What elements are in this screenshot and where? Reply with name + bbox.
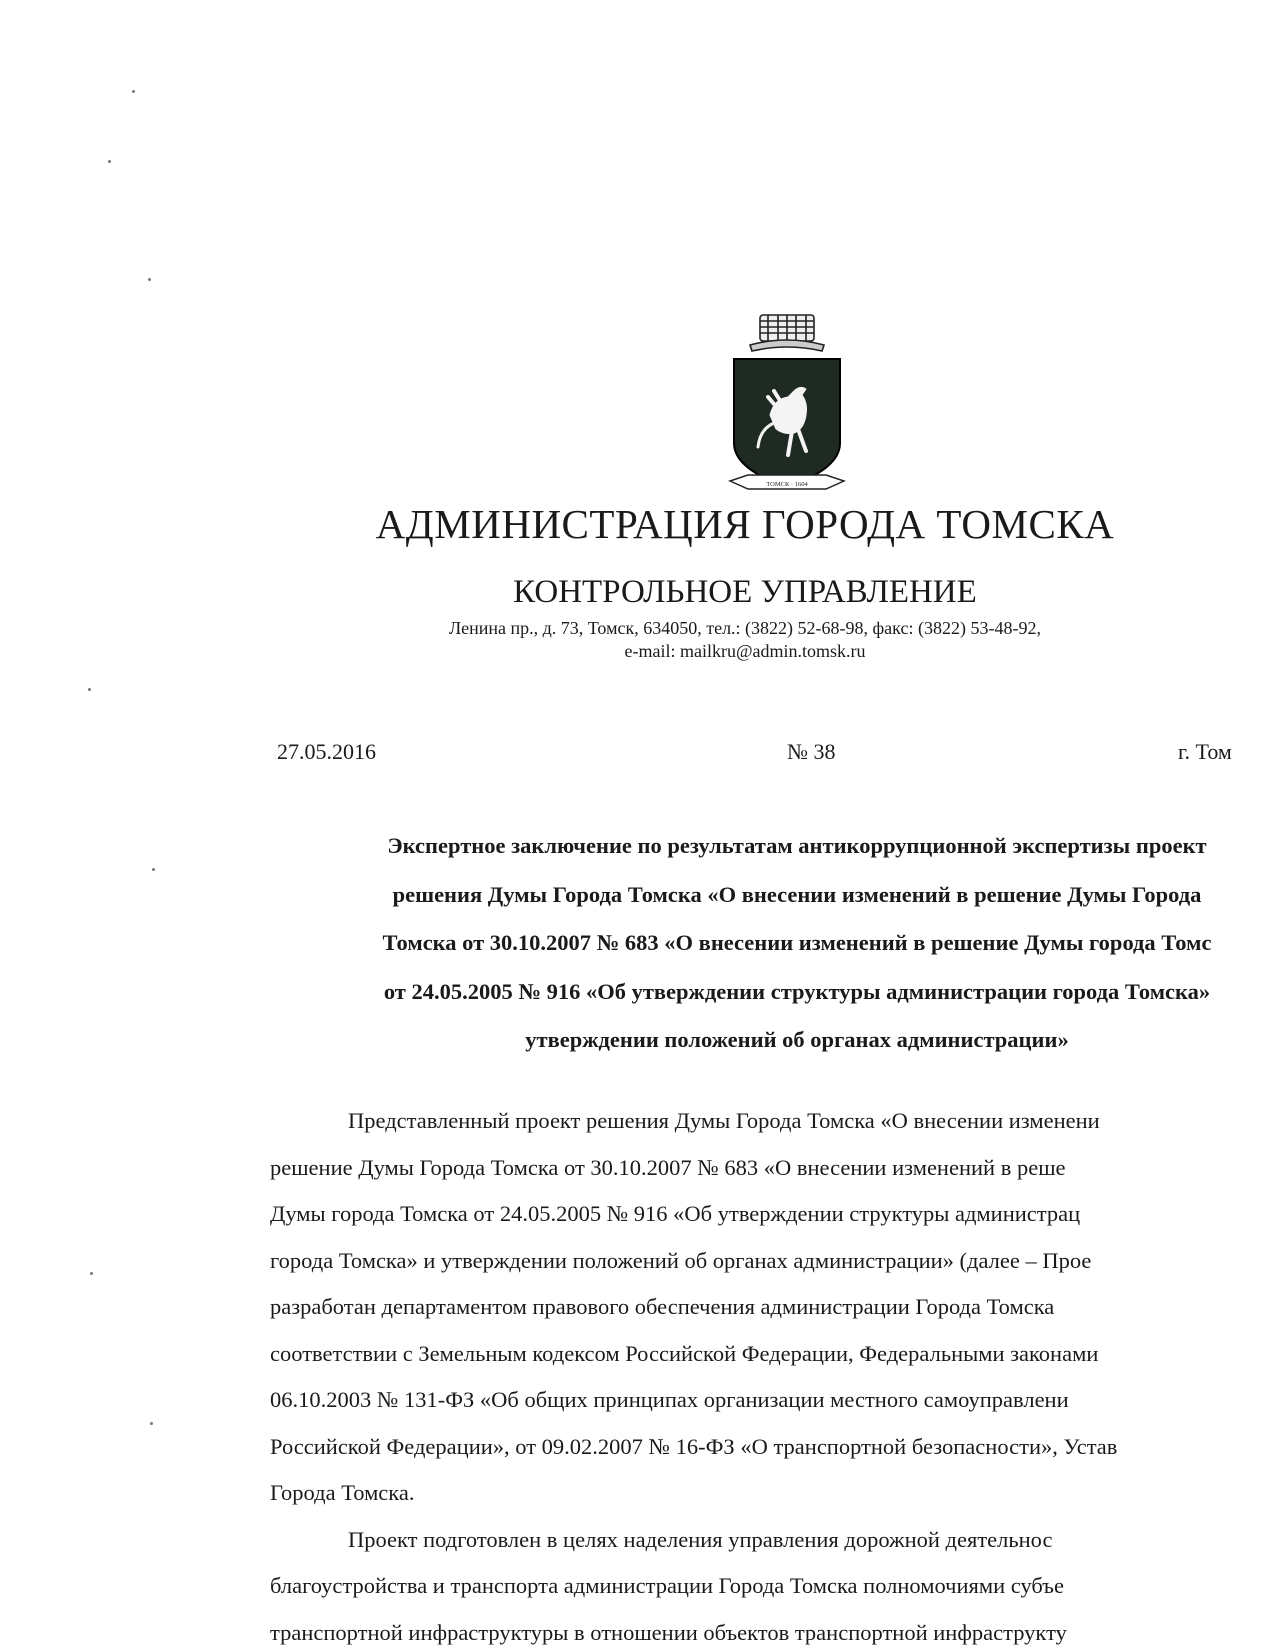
- body-line: решение Думы Города Томска от 30.10.2007 № 683 «О внесении изменений в реше: [270, 1154, 1066, 1180]
- document-city: г. Том: [1178, 739, 1232, 764]
- body-line: транспортной инфраструктуры в отношении объектов транспортной инфраструкту: [270, 1619, 1067, 1645]
- document-body: [270, 1098, 1275, 1650]
- contact-info: [330, 617, 1160, 663]
- heading-line: решения Думы Города Томска «О внесении изменений в решение Думы Города: [392, 881, 1202, 907]
- crown-icon: [750, 315, 824, 351]
- body-line: города Томска» и утверждении положений об органах администрации» (далее – Прое: [270, 1247, 1092, 1273]
- heading-line: от 24.05.2005 № 916 «Об утверждении структуры администрации города Томска»: [383, 978, 1211, 1004]
- body-line: Представленный проект решения Думы Города Томска «О внесении изменени: [348, 1108, 1100, 1133]
- ribbon-text: ТОМСК · 1604: [766, 481, 808, 488]
- body-line: Российской Федерации», от 09.02.2007 № 16-ФЗ «О транспортной безопасности», Устав: [270, 1433, 1118, 1459]
- body-line: Думы города Томска от 24.05.2005 № 916 «Об утверждении структуры администрац: [270, 1201, 1081, 1226]
- document-number: № 38: [787, 739, 836, 764]
- heading-line: утверждении положений об органах администрации»: [525, 1027, 1069, 1052]
- coat-of-arms-emblem: [728, 311, 846, 503]
- body-line: соответствии с Земельным кодексом Российской Федерации, Федеральными законами: [270, 1340, 1099, 1366]
- body-line: благоустройства и транспорта администрации Города Томска полномочиями субъе: [270, 1573, 1064, 1598]
- ribbon-icon: [730, 475, 844, 489]
- document-date: 27.05.2016: [277, 739, 376, 764]
- heading-line: Томска от 30.10.2007 № 683 «О внесении изменений в решение Думы города Томс: [382, 930, 1212, 955]
- document-heading: [272, 822, 1275, 1065]
- organization-title: АДМИНИСТРАЦИЯ ГОРОДА ТОМСКА: [375, 501, 1115, 547]
- heading-line: Экспертное заключение по результатам антикоррупционной экспертизы проект: [387, 833, 1207, 858]
- address-line: Ленина пр., д. 73, Томск, 634050, тел.: (3822) 52-68-98, факс: (3822) 53-48-92,: [449, 618, 1041, 638]
- body-line: 06.10.2003 № 131-ФЗ «Об общих принципах организации местного самоуправлени: [270, 1387, 1069, 1412]
- body-line: Проект подготовлен в целях наделения управления дорожной деятельнос: [348, 1526, 1053, 1552]
- email-line: e-mail: mailkru@admin.tomsk.ru: [624, 641, 866, 661]
- body-line: Города Томска.: [270, 1480, 415, 1505]
- department-title: КОНТРОЛЬНОЕ УПРАВЛЕНИЕ: [513, 574, 977, 610]
- body-line: разработан департаментом правового обеспечения администрации Города Томска: [270, 1294, 1055, 1319]
